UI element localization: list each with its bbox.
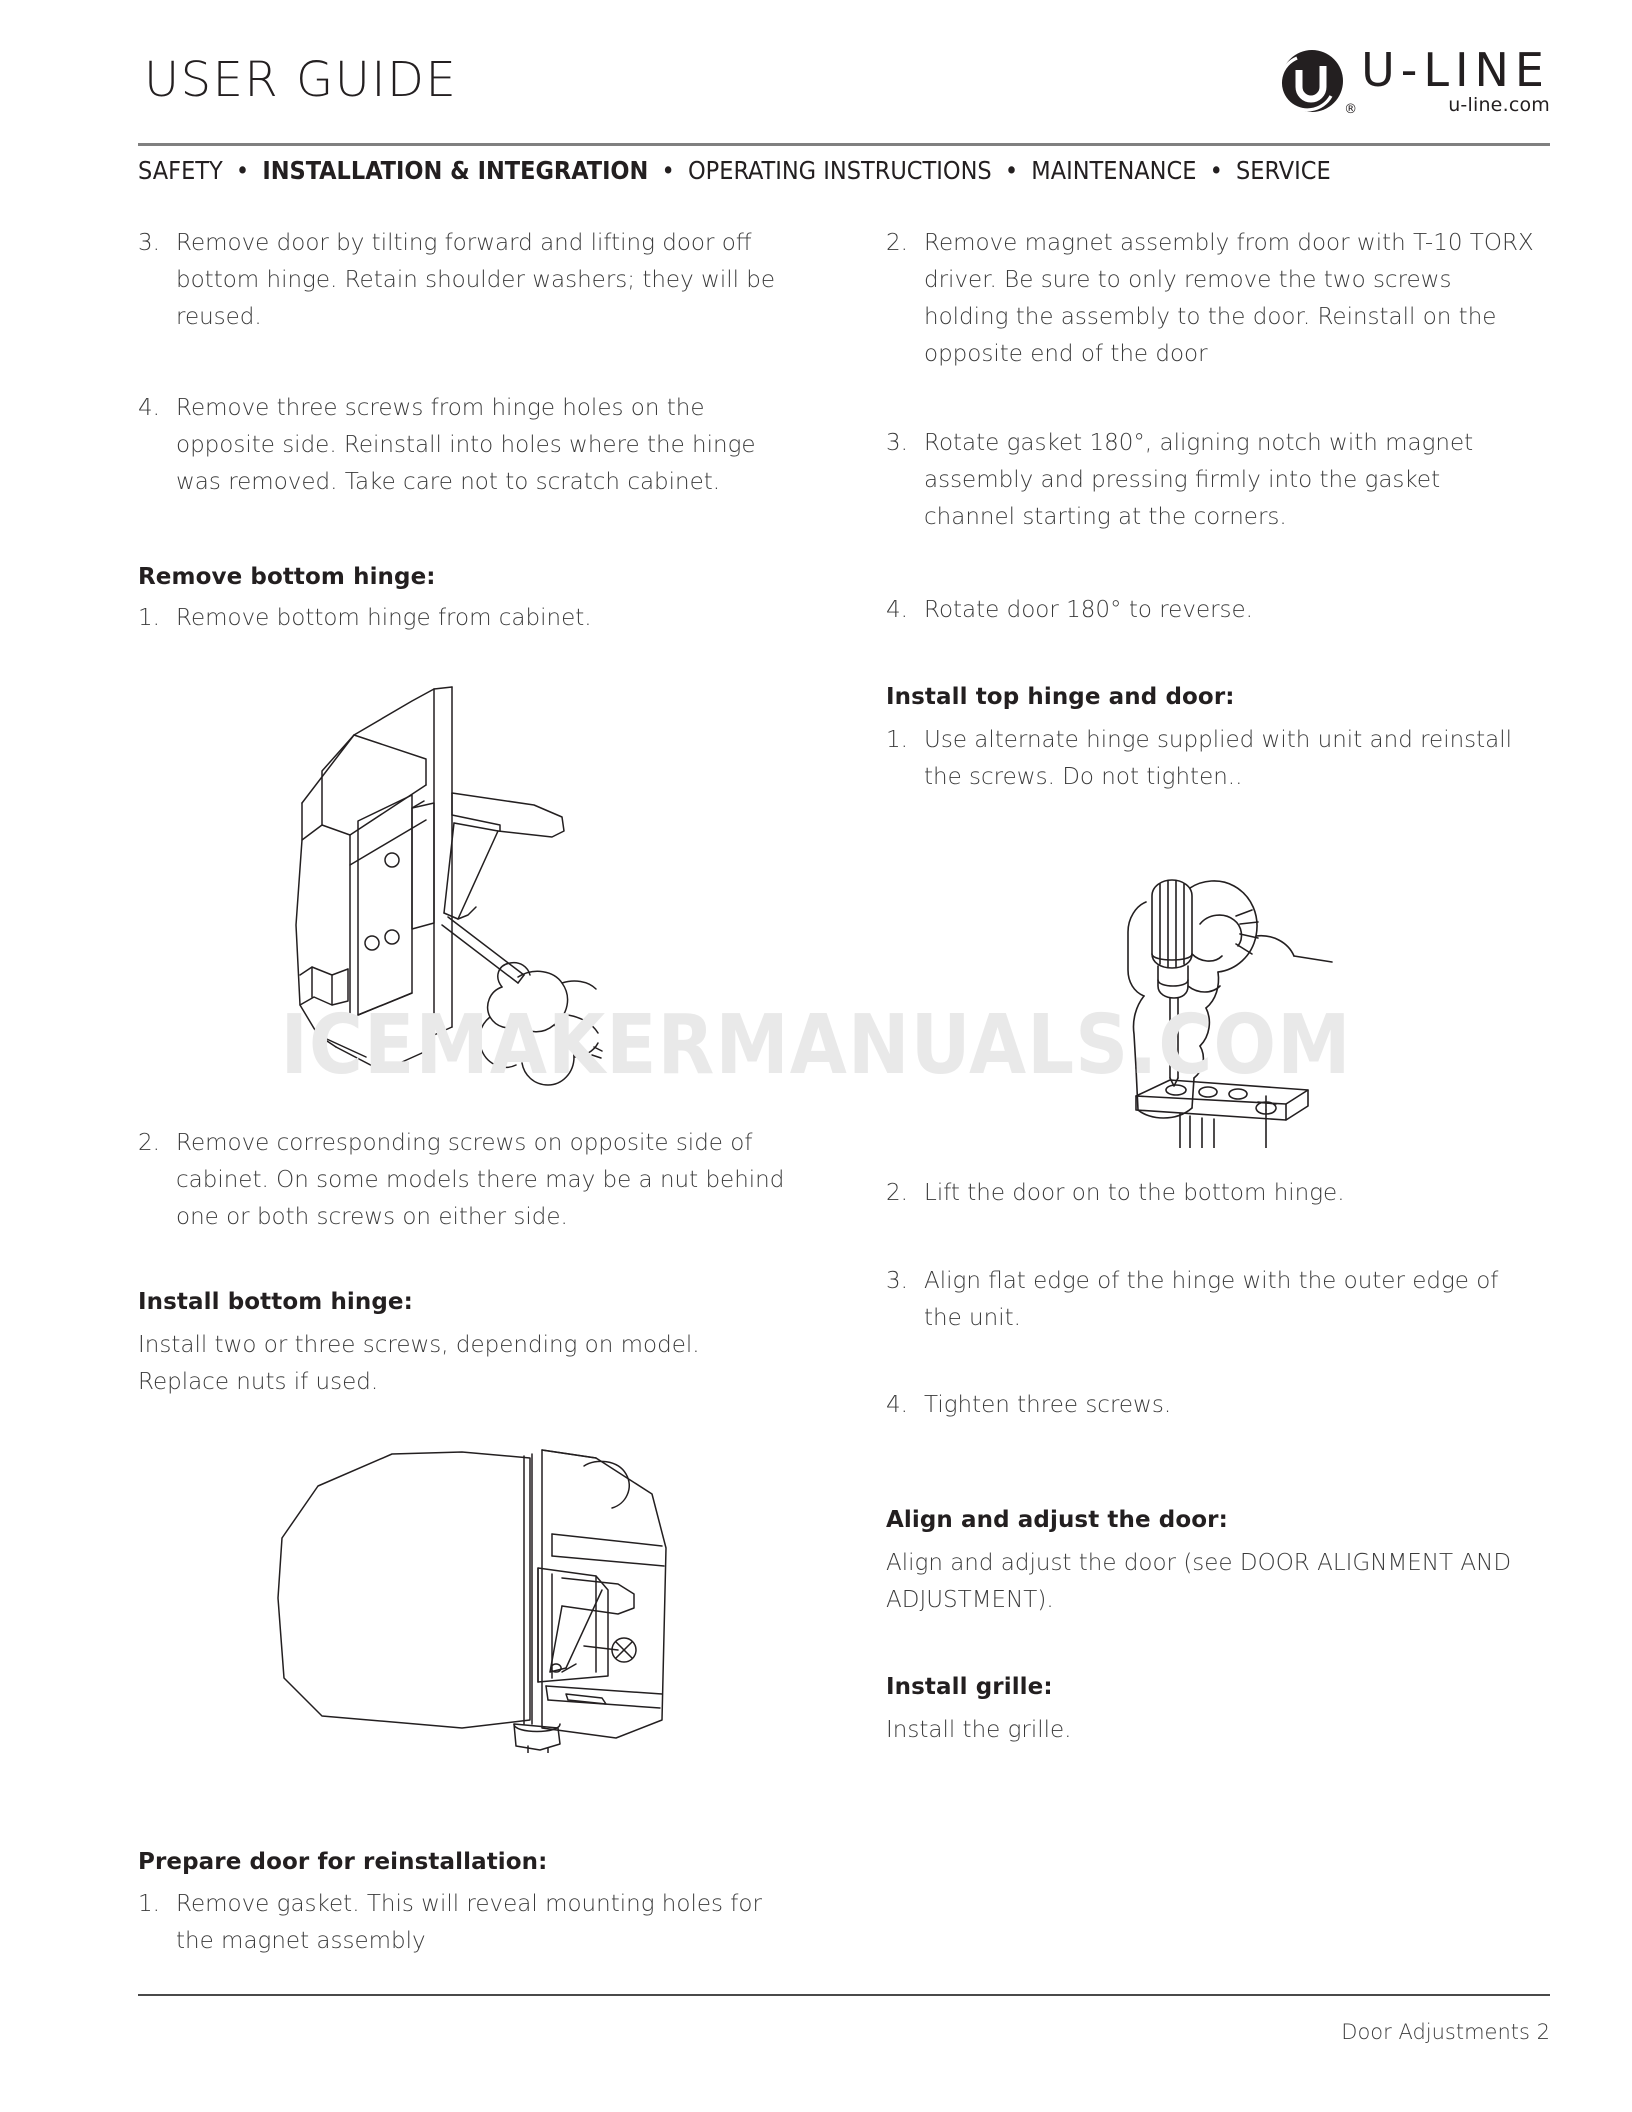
left-remove-bottom-hinge-step-2 (138, 1125, 790, 1236)
uline-url: u-line.com (1448, 94, 1550, 117)
list-text: Remove corresponding screws on opposite side of cabinet. On some models there may be a nut behind one or both screws on either side. (176, 1130, 785, 1230)
heading-install-bottom-hinge: Install bottom hinge: (138, 1289, 413, 1315)
list-number: 1. (138, 605, 160, 631)
header-divider (138, 143, 1550, 146)
breadcrumb-item-service[interactable]: SERVICE (1236, 156, 1331, 185)
list-text: Align flat edge of the hinge with the outer edge of the unit. (924, 1268, 1499, 1331)
heading-align-adjust-door: Align and adjust the door: (886, 1507, 1228, 1533)
left-step-4 (138, 390, 790, 501)
list-text: Remove gasket. This will reveal mounting holes for the magnet assembly (176, 1891, 762, 1954)
list-text: Lift the door on to the bottom hinge. (924, 1180, 1345, 1206)
list-text: Rotate door 180° to reverse. (924, 597, 1253, 623)
list-number: 4. (886, 1392, 908, 1418)
right-install-grille-text: Install the grille. (886, 1717, 1072, 1743)
uline-wordmark: U-LINE (1361, 43, 1550, 97)
list-number: 4. (886, 597, 908, 623)
left-remove-bottom-hinge-step-1 (138, 600, 790, 637)
footer-divider (138, 1994, 1550, 1996)
list-text: Remove magnet assembly from door with T-10 TORX driver. Be sure to only remove the two screws holding the assembly to the door. Reinstall on the opposite end of the door (924, 230, 1534, 367)
breadcrumb-separator: • (235, 156, 250, 185)
page-title: USER GUIDE (144, 52, 458, 108)
breadcrumb (138, 156, 1558, 186)
heading-prepare-door: Prepare door for reinstallation: (138, 1849, 548, 1875)
footer-page-label: Door Adjustments 2 (1341, 2020, 1550, 2044)
heading-install-grille: Install grille: (886, 1674, 1053, 1700)
list-text: Rotate gasket 180°, aligning notch with magnet assembly and pressing firmly into the gasket channel starting at the corners. (924, 430, 1474, 530)
list-text: Use alternate hinge supplied with unit and reinstall the screws. Do not tighten.. (924, 727, 1513, 790)
uline-logo (1279, 43, 1550, 117)
list-text: Tighten three screws. (924, 1392, 1172, 1418)
uline-circle-icon (1279, 48, 1358, 117)
right-install-top-hinge-step-2 (886, 1175, 1538, 1212)
list-number: 2. (886, 230, 908, 256)
breadcrumb-item-safety[interactable]: SAFETY (138, 156, 223, 185)
breadcrumb-separator: • (1209, 156, 1223, 185)
list-number: 1. (138, 1891, 160, 1917)
bottom-hinge-install-illustration (266, 1428, 686, 1753)
list-number: 3. (138, 230, 160, 256)
registered-trademark-icon: ® (1344, 102, 1358, 117)
heading-install-top-hinge: Install top hinge and door: (886, 684, 1235, 710)
breadcrumb-item-operating-instructions[interactable]: OPERATING INSTRUCTIONS (687, 156, 992, 185)
left-prepare-door-step-1 (138, 1886, 790, 1960)
right-install-top-hinge-step-3 (886, 1263, 1538, 1337)
right-step-3 (886, 425, 1538, 536)
list-number: 2. (138, 1130, 160, 1156)
top-hinge-screwdriver-illustration (1080, 858, 1360, 1148)
list-number: 1. (886, 727, 908, 753)
page-header (138, 30, 1550, 140)
breadcrumb-item-maintenance[interactable]: MAINTENANCE (1031, 156, 1197, 185)
breadcrumb-item-installation-integration[interactable]: INSTALLATION & INTEGRATION (262, 156, 649, 185)
list-number: 2. (886, 1180, 908, 1206)
breadcrumb-separator: • (661, 156, 675, 185)
left-step-3 (138, 225, 790, 336)
right-align-adjust-text: Align and adjust the door (see DOOR ALIGNMENT AND ADJUSTMENT). (886, 1550, 1512, 1613)
right-install-top-hinge-step-1 (886, 722, 1538, 796)
list-text: Remove bottom hinge from cabinet. (176, 605, 592, 631)
right-install-top-hinge-step-4 (886, 1387, 1538, 1424)
list-number: 4. (138, 395, 160, 421)
list-number: 3. (886, 430, 908, 456)
watermark: ICEMAKERMANUALS.COM (280, 998, 1352, 1093)
bottom-hinge-removal-illustration (262, 675, 692, 1100)
right-step-2 (886, 225, 1538, 373)
list-number: 3. (886, 1268, 908, 1294)
right-step-4 (886, 592, 1538, 629)
left-install-bottom-hinge-text: Install two or three screws, depending on model. Replace nuts if used. (138, 1332, 700, 1395)
list-text: Remove three screws from hinge holes on the opposite side. Reinstall into holes where the hinge was removed. Take care not to scratch cabinet. (176, 395, 756, 495)
breadcrumb-separator: • (1004, 156, 1019, 185)
list-text: Remove door by tilting forward and lifting door off bottom hinge. Retain shoulder washers; they will be reused. (176, 230, 776, 330)
heading-remove-bottom-hinge: Remove bottom hinge: (138, 564, 436, 590)
